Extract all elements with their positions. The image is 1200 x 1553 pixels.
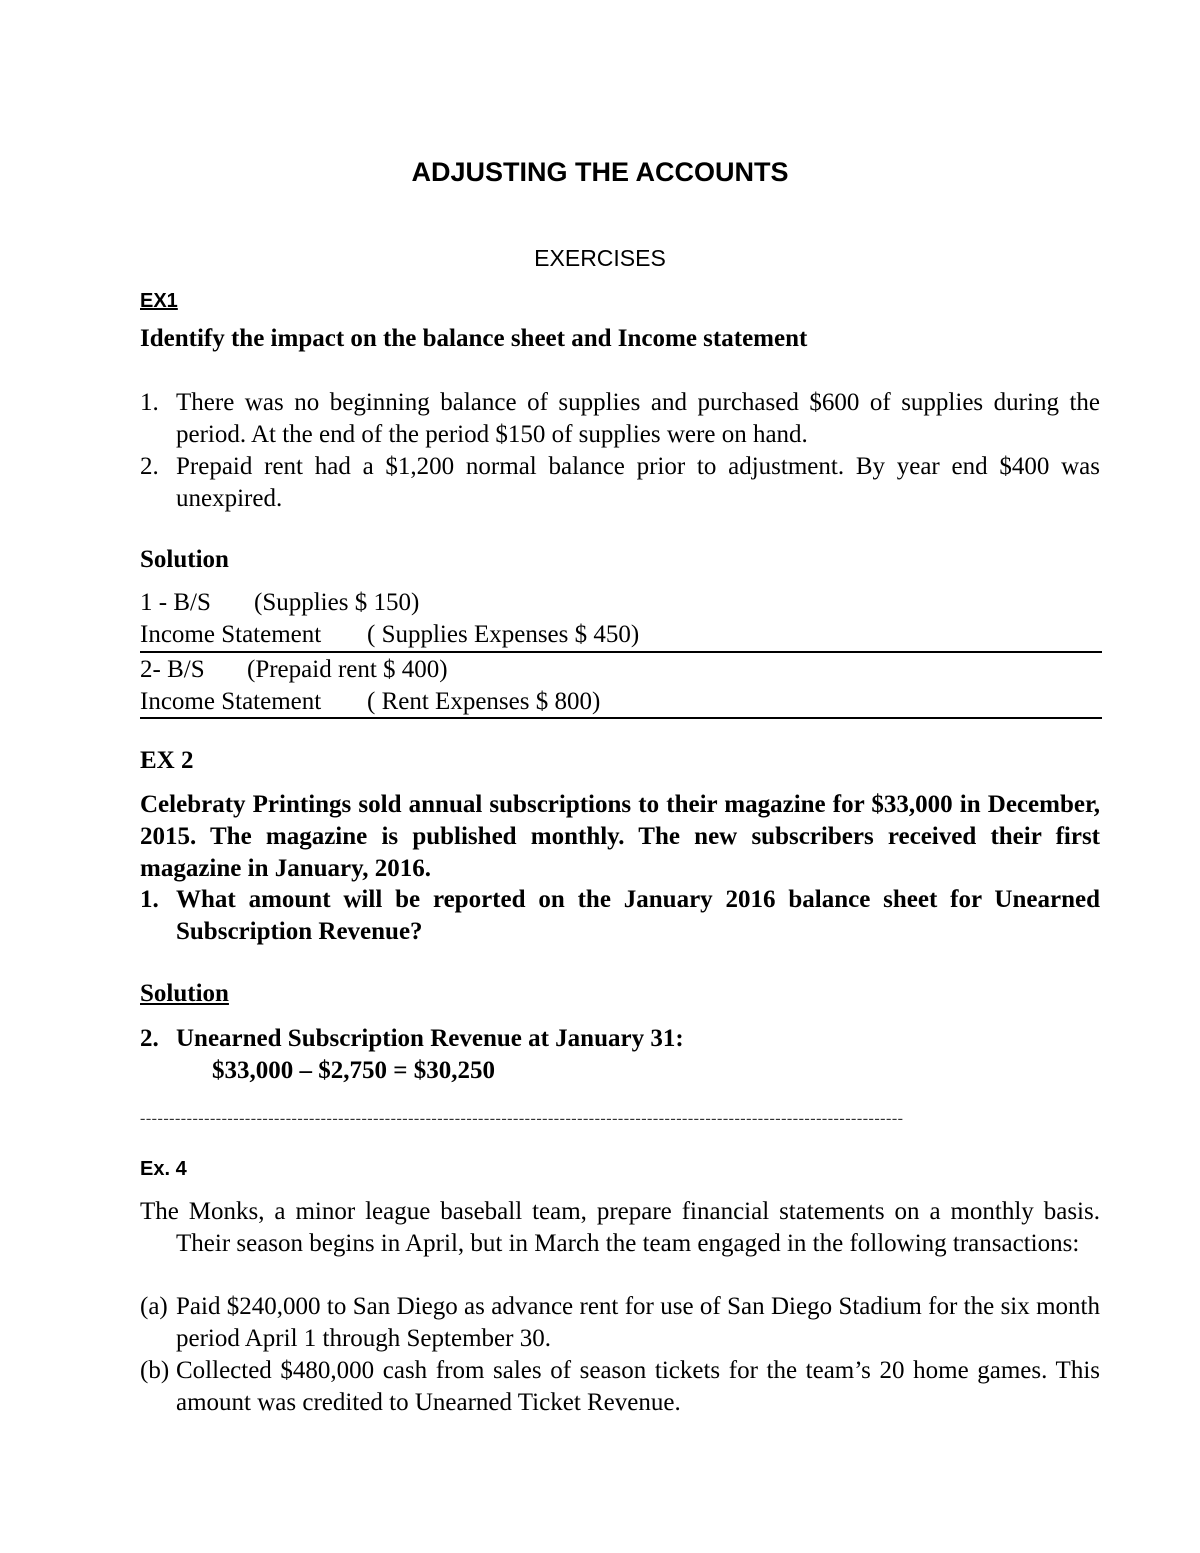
ex4-item-list [140,1291,1100,1419]
solution-row-value: (Supplies $ 150) [254,589,420,616]
answer-line-1: Unearned Subscription Revenue at January 31: [176,1025,684,1052]
list-item [140,1355,1100,1419]
list-item-text: Prepaid rent had a $1,200 normal balance prior to adjustment. By year end $400 was unexpired. [176,453,1100,512]
ex2-label: EX 2 [140,747,194,774]
solution-row [140,686,1100,718]
separator-line: ----------------------------------------------------------------------------------------------------------------------------------- [140,1110,904,1127]
answer-line-2: $33,000 – $2,750 = $30,250 [212,1057,495,1084]
solution-row-label: 1 - B/S [140,589,211,616]
ex1-item-list [140,387,1100,515]
list-item [140,451,1100,515]
list-item [140,1291,1100,1355]
solution-row-value: ( Supplies Expenses $ 450) [367,621,640,648]
solution-row-label: Income Statement [140,688,322,715]
ex4-label: Ex. 4 [140,1158,187,1180]
ex1-solution-label: Solution [140,546,229,573]
list-item-text: There was no beginning balance of supplies and purchased $600 of supplies during the period. At the end of the period $150 of supplies were on hand. [176,389,1100,448]
table-divider [140,651,1102,653]
ex1-label: EX1 [140,290,178,312]
ex2-body: Celebraty Printings sold annual subscriptions to their magazine for $33,000 in December, 2015. The magazine is published monthly. The new subscribers received their first magazine in January, 2016. [140,791,1100,882]
list-item-number: (b) [140,1357,170,1384]
question-number: 1. [140,886,159,913]
list-item-text: Paid $240,000 to San Diego as advance rent for use of San Diego Stadium for the six month period April 1 through September 30. [176,1293,1100,1352]
solution-row-value: (Prepaid rent $ 400) [247,656,448,683]
page-subtitle: EXERCISES [534,245,666,271]
ex4-intro: The Monks, a minor league baseball team, prepare financial statements on a monthly basis. Their season begins in April, but in March the team engaged in the following transactions: [140,1198,1100,1257]
answer-number: 2. [140,1025,159,1052]
solution-row-value: ( Rent Expenses $ 800) [367,688,601,715]
list-item-number: 2. [140,453,159,480]
solution-row [140,587,1100,619]
solution-row-label: 2- B/S [140,656,205,683]
ex1-heading: Identify the impact on the balance sheet and Income statement [140,325,808,352]
ex2-question [140,884,1100,948]
solution-row [140,619,1100,651]
ex2-solution-label: Solution [140,980,229,1007]
solution-row-label: Income Statement [140,621,322,648]
page-title: ADJUSTING THE ACCOUNTS [411,157,789,187]
list-item-number: 1. [140,389,159,416]
ex2-answer [140,1023,684,1055]
list-item-number: (a) [140,1293,168,1320]
table-divider [140,717,1102,719]
solution-row [140,654,1100,686]
list-item [140,387,1100,451]
question-text: What amount will be reported on the January 2016 balance sheet for Unearned Subscription Revenue? [176,886,1100,945]
list-item-text: Collected $480,000 cash from sales of season tickets for the team’s 20 home games. This amount was credited to Unearned Ticket Revenue. [176,1357,1100,1416]
